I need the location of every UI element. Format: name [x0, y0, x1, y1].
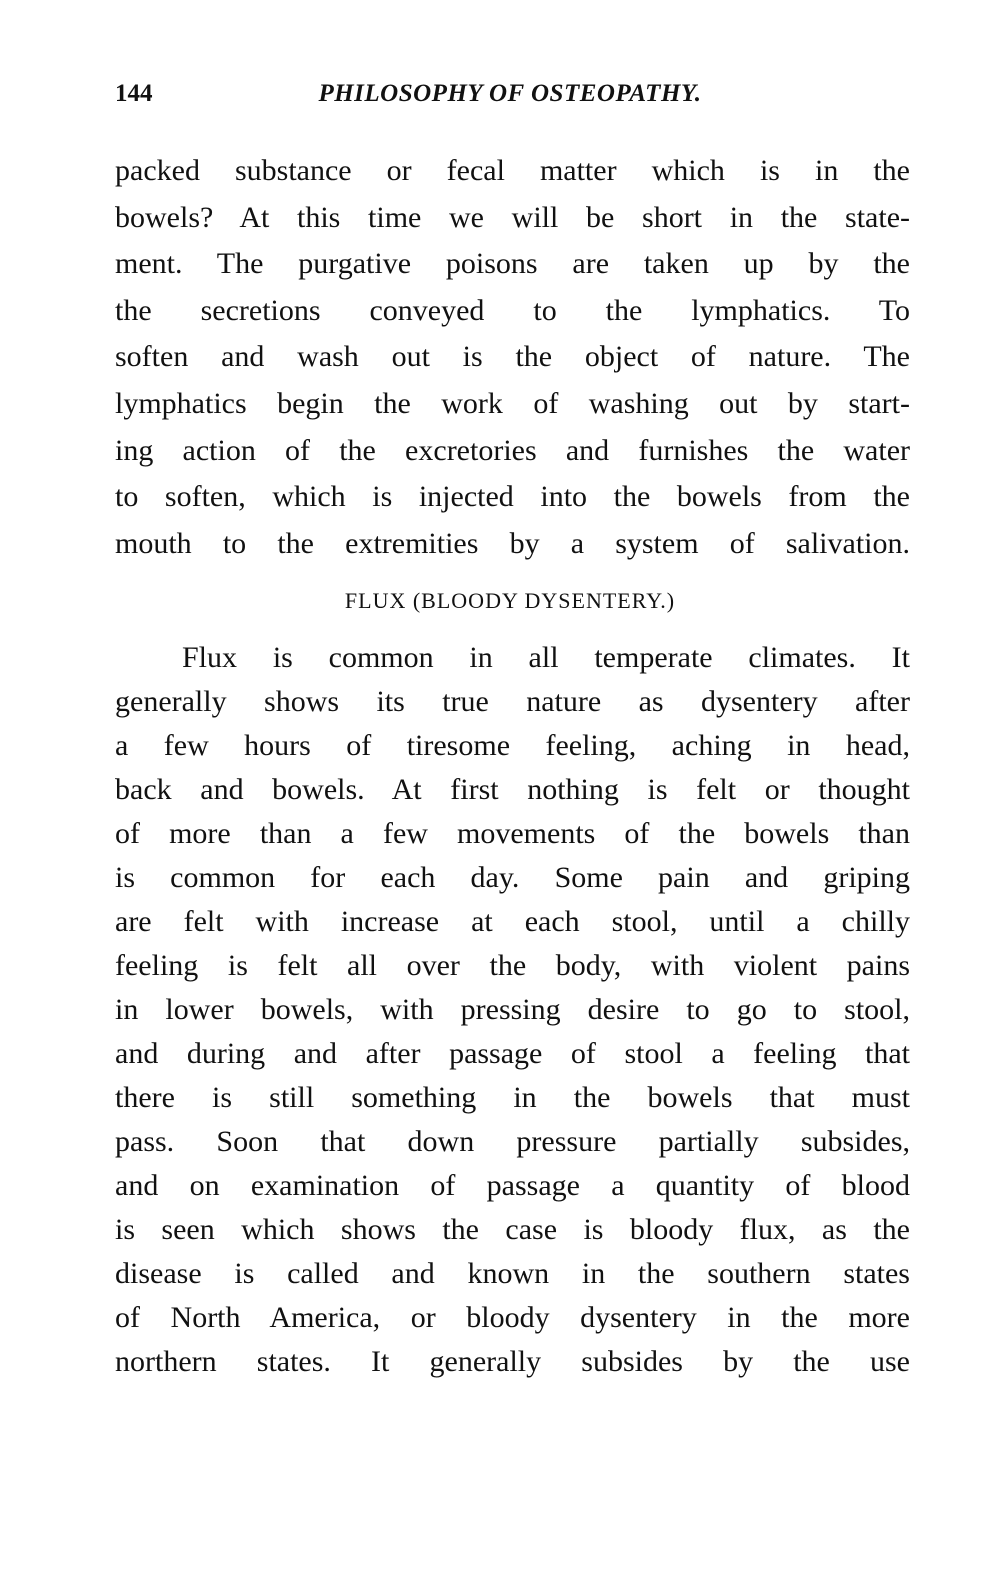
text-line: mouth to the extremities by a system of salivation.	[115, 526, 910, 560]
text-line: lymphatics begin the work of washing out by start-	[115, 387, 910, 420]
running-header-title: PHILOSOPHY OF OSTEOPATHY.	[318, 80, 702, 107]
text-line: generally shows its true nature as dysentery after	[115, 685, 910, 718]
page-number: 144	[115, 80, 153, 107]
text-line: back and bowels. At first nothing is felt or thought	[115, 773, 910, 806]
text-line: of North America, or bloody dysentery in the more	[115, 1301, 910, 1334]
text-line: is seen which shows the case is bloody flux, as the	[115, 1213, 910, 1246]
text-line: and on examination of passage a quantity of blood	[115, 1169, 910, 1202]
text-line: are felt with increase at each stool, until a chilly	[115, 905, 910, 938]
text-line: in lower bowels, with pressing desire to go to stool,	[115, 993, 910, 1026]
text-line: bowels? At this time we will be short in the state-	[115, 200, 910, 234]
text-line: feeling is felt all over the body, with violent pains	[115, 949, 910, 982]
text-line: pass. Soon that down pressure partially subsides,	[115, 1125, 910, 1158]
text-line: there is still something in the bowels that must	[115, 1081, 910, 1114]
text-line: Flux is common in all temperate climates. It	[182, 641, 910, 674]
text-line: northern states. It generally subsides by the use	[115, 1345, 910, 1378]
text-line: ment. The purgative poisons are taken up by the	[115, 247, 910, 281]
section-heading: FLUX (BLOODY DYSENTERY.)	[344, 588, 676, 613]
text-line: disease is called and known in the southern states	[115, 1257, 910, 1290]
text-line: packed substance or fecal matter which is in the	[115, 154, 910, 187]
text-line: soften and wash out is the object of nature. The	[115, 340, 910, 374]
text-line: and during and after passage of stool a feeling that	[115, 1037, 910, 1070]
text-line: ing action of the excretories and furnishes the water	[115, 433, 910, 467]
text-line: a few hours of tiresome feeling, aching in head,	[115, 729, 910, 762]
text-line: to soften, which is injected into the bowels from the	[115, 480, 910, 514]
text-line: is common for each day. Some pain and griping	[115, 861, 910, 894]
text-line: the secretions conveyed to the lymphatics. To	[115, 293, 910, 327]
text-line: of more than a few movements of the bowels than	[115, 817, 910, 850]
